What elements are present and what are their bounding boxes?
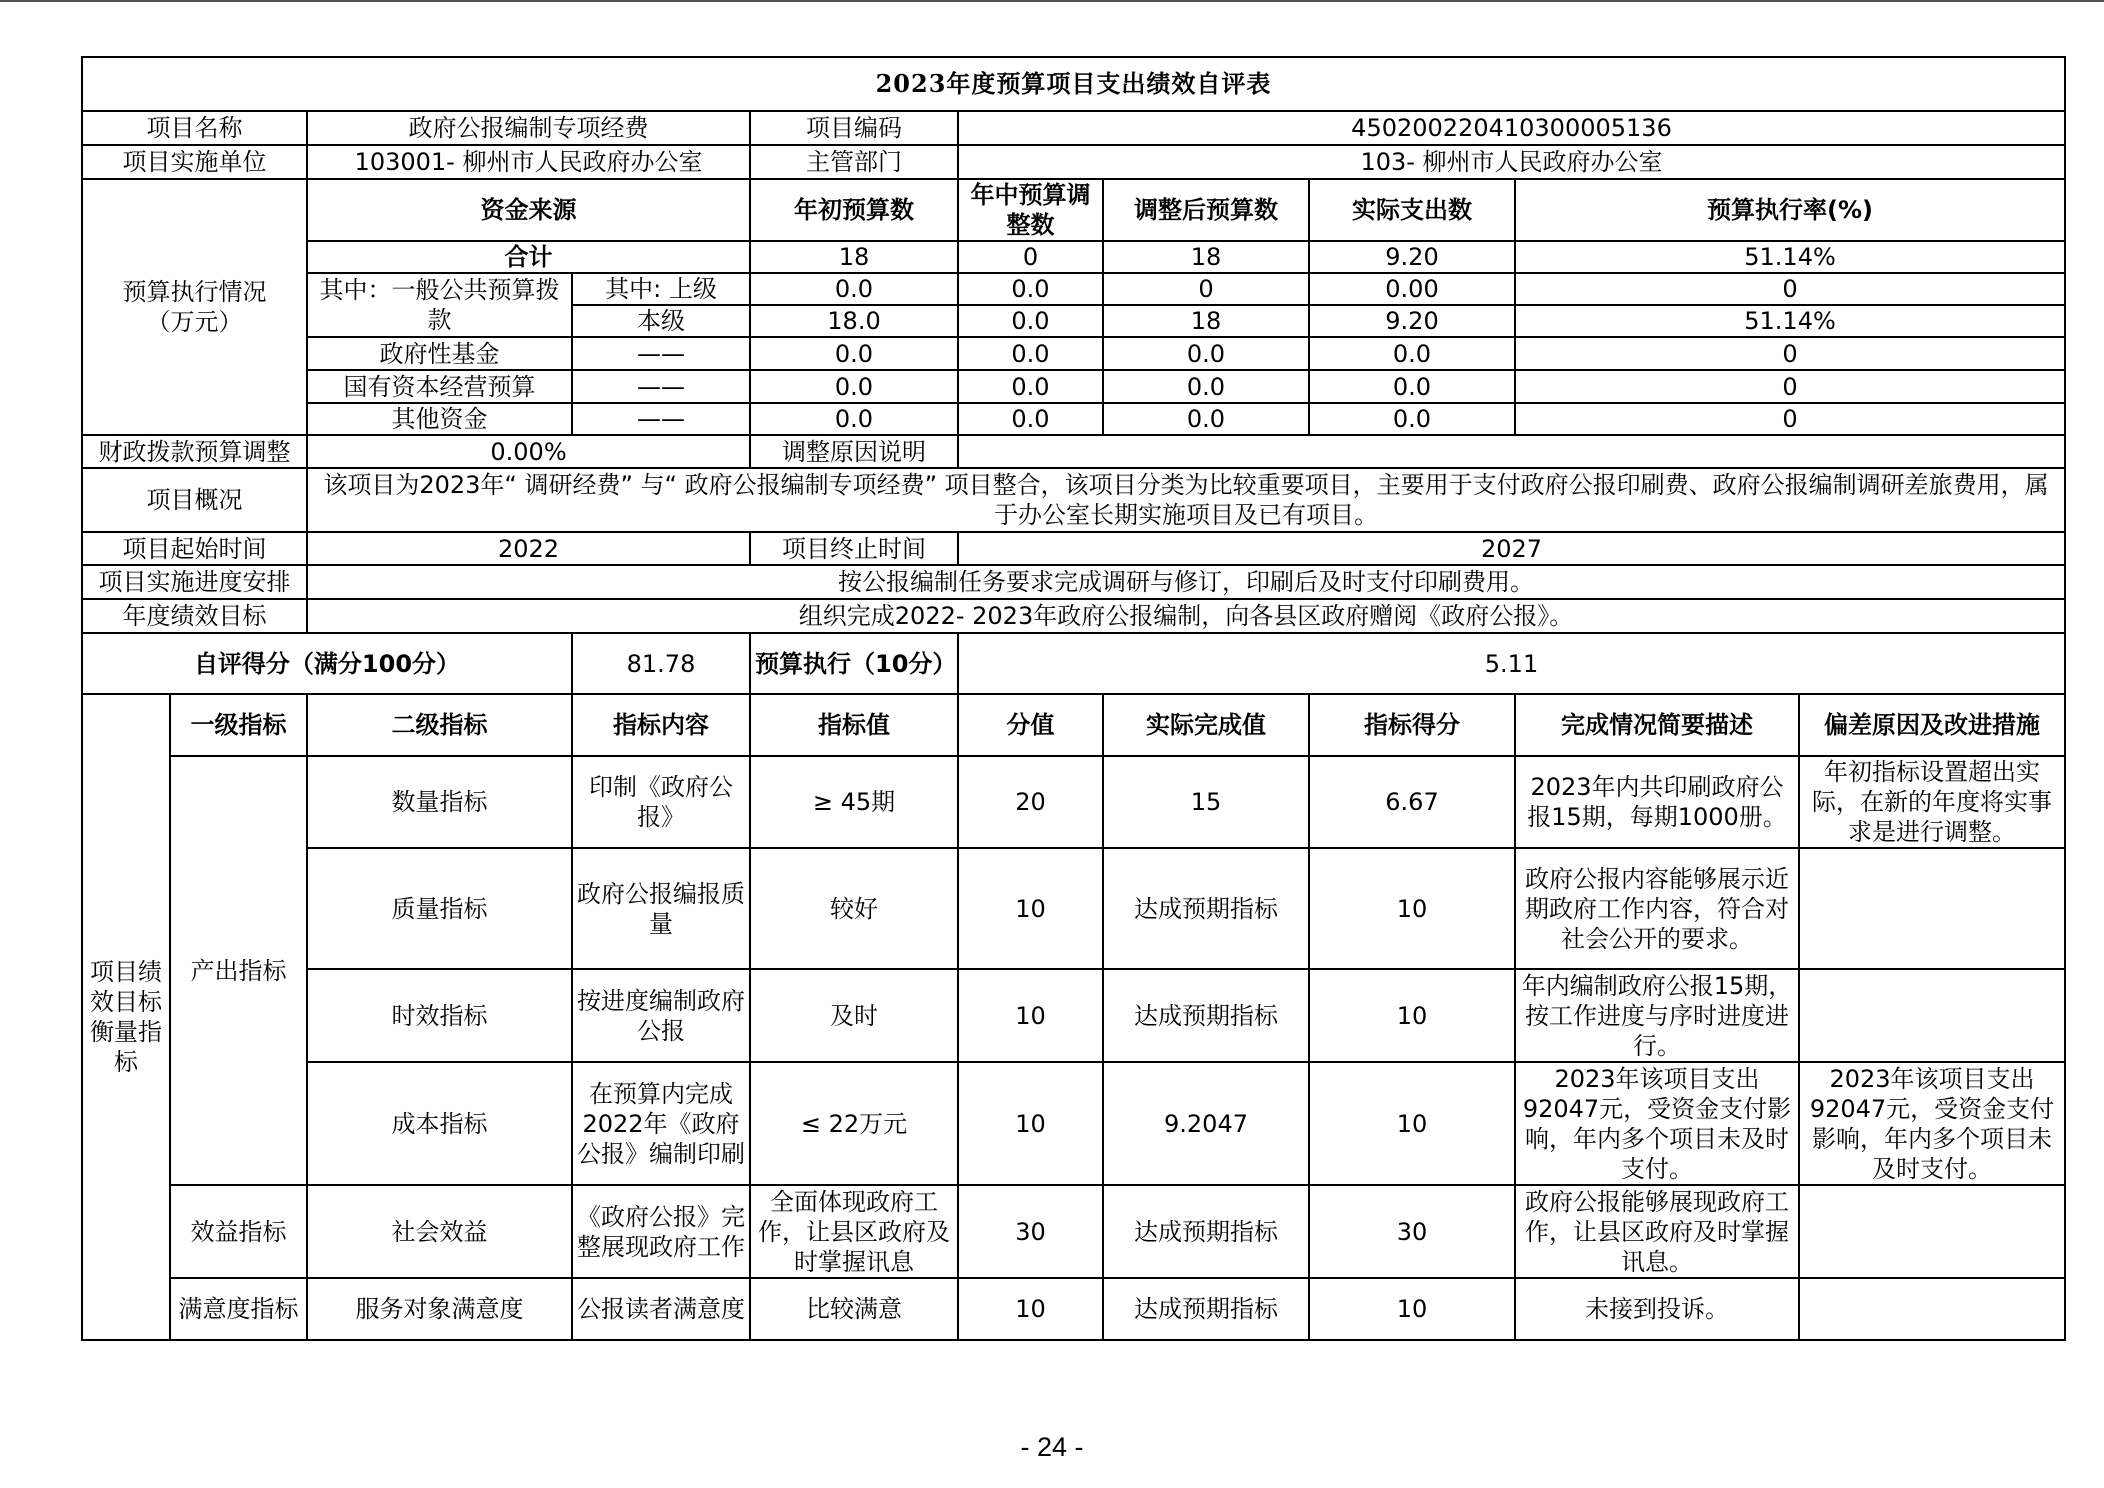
upper-actual: 0.00 (1309, 273, 1515, 305)
state-capital-mid: 0.0 (958, 370, 1103, 403)
dept-value: 103- 柳州市人民政府办公室 (958, 145, 2065, 179)
header-description: 完成情况简要描述 (1515, 694, 1799, 756)
progress-label: 项目实施进度安排 (82, 565, 307, 599)
description-cell: 2023年内共印刷政府公报15期，每期1000册。 (1515, 756, 1799, 848)
indicator-row (82, 969, 2065, 1062)
total-adjusted: 18 (1103, 241, 1309, 273)
state-capital-label: 国有资本经营预算 (307, 370, 572, 403)
other-fund-adjusted: 0.0 (1103, 403, 1309, 435)
state-capital-actual: 0.0 (1309, 370, 1515, 403)
adjustment-reason-label: 调整原因说明 (750, 435, 958, 468)
project-name-value: 政府公报编制专项经费 (307, 111, 750, 145)
project-code-label: 项目编码 (750, 111, 958, 145)
adjustment-label: 财政拨款预算调整 (82, 435, 307, 468)
header-adjusted-budget: 调整后预算数 (1103, 179, 1309, 241)
total-actual: 9.20 (1309, 241, 1515, 273)
gov-fund-rate: 0 (1515, 337, 2065, 370)
description-cell: 政府公报能够展现政府工作，让县区政府及时掌握讯息。 (1515, 1185, 1799, 1278)
content-cell: 在预算内完成2022年《政府公报》编制印刷 (572, 1062, 750, 1185)
score-cell: 6.67 (1309, 756, 1515, 848)
header-deviation-reason: 偏差原因及改进措施 (1799, 694, 2065, 756)
local-label: 本级 (572, 305, 750, 337)
annual-goal-text: 组织完成2022- 2023年政府公报编制，向各县区政府赠阅《政府公报》。 (307, 599, 2065, 633)
actual-cell: 达成预期指标 (1103, 1185, 1309, 1278)
upper-initial: 0.0 (750, 273, 958, 305)
general-budget-label: 其中：一般公共预算拨款 (307, 273, 572, 337)
weight-cell: 10 (958, 1062, 1103, 1185)
local-adjusted: 18 (1103, 305, 1309, 337)
reason-cell (1799, 969, 2065, 1062)
gov-fund-label: 政府性基金 (307, 337, 572, 370)
header-score: 指标得分 (1309, 694, 1515, 756)
benefit-indicator-label: 效益指标 (170, 1185, 307, 1278)
header-target: 指标值 (750, 694, 958, 756)
score-cell: 10 (1309, 1062, 1515, 1185)
content-cell: 按进度编制政府公报 (572, 969, 750, 1062)
level2-cell: 成本指标 (307, 1062, 572, 1185)
overview-text: 该项目为2023年“ 调研经费” 与“ 政府公报编制专项经费” 项目整合，该项目分类为比较重要项目，主要用于支付政府公报印刷费、政府公报编制调研差旅费用，属于办公室长期实施项目及已有项目。 (307, 468, 2065, 532)
header-level1: 一级指标 (170, 694, 307, 756)
page-number: - 24 - (1020, 1432, 1084, 1462)
level2-cell: 社会效益 (307, 1185, 572, 1278)
target-cell: 及时 (750, 969, 958, 1062)
reason-cell (1799, 1278, 2065, 1340)
weight-cell: 10 (958, 848, 1103, 969)
header-mid-adjust: 年中预算调整数 (958, 179, 1103, 241)
description-cell: 未接到投诉。 (1515, 1278, 1799, 1340)
end-time-value: 2027 (958, 532, 2065, 565)
content-cell: 印制《政府公报》 (572, 756, 750, 848)
unit-label: 项目实施单位 (82, 145, 307, 179)
actual-cell: 9.2047 (1103, 1062, 1309, 1185)
header-initial-budget: 年初预算数 (750, 179, 958, 241)
budget-exec-value: 5.11 (958, 633, 2065, 694)
indicator-row (82, 1278, 2065, 1340)
header-content: 指标内容 (572, 694, 750, 756)
description-cell: 年内编制政府公报15期，按工作进度与序时进度进行。 (1515, 969, 1799, 1062)
state-capital-initial: 0.0 (750, 370, 958, 403)
total-mid: 0 (958, 241, 1103, 273)
target-cell: ≥ 45期 (750, 756, 958, 848)
other-fund-label: 其他资金 (307, 403, 572, 435)
overview-label: 项目概况 (82, 468, 307, 532)
header-actual-spend: 实际支出数 (1309, 179, 1515, 241)
reason-cell: 年初指标设置超出实际，在新的年度将实事求是进行调整。 (1799, 756, 2065, 848)
score-cell: 10 (1309, 848, 1515, 969)
progress-text: 按公报编制任务要求完成调研与修订，印刷后及时支付印刷费用。 (307, 565, 2065, 599)
local-mid: 0.0 (958, 305, 1103, 337)
local-rate: 51.14% (1515, 305, 2065, 337)
indicator-row (82, 1185, 2065, 1278)
header-actual: 实际完成值 (1103, 694, 1309, 756)
target-cell: 比较满意 (750, 1278, 958, 1340)
other-fund-initial: 0.0 (750, 403, 958, 435)
start-time-value: 2022 (307, 532, 750, 565)
dept-label: 主管部门 (750, 145, 958, 179)
satisfaction-indicator-label: 满意度指标 (170, 1278, 307, 1340)
state-capital-rate: 0 (1515, 370, 2065, 403)
level2-cell: 时效指标 (307, 969, 572, 1062)
upper-mid: 0.0 (958, 273, 1103, 305)
output-indicator-label: 产出指标 (170, 756, 307, 1185)
weight-cell: 20 (958, 756, 1103, 848)
gov-fund-initial: 0.0 (750, 337, 958, 370)
other-fund-mid: 0.0 (958, 403, 1103, 435)
budget-exec-label: 预算执行（10分） (750, 633, 958, 694)
level2-cell: 质量指标 (307, 848, 572, 969)
description-cell: 2023年该项目支出92047元，受资金支付影响，年内多个项目未及时支付。 (1515, 1062, 1799, 1185)
target-cell: 较好 (750, 848, 958, 969)
indicator-row (82, 848, 2065, 969)
score-cell: 30 (1309, 1185, 1515, 1278)
content-cell: 政府公报编报质量 (572, 848, 750, 969)
gov-fund-dash: —— (572, 337, 750, 370)
header-level2: 二级指标 (307, 694, 572, 756)
upper-adjusted: 0 (1103, 273, 1309, 305)
content-cell: 《政府公报》完整展现政府工作 (572, 1185, 750, 1278)
evaluation-table (81, 56, 2066, 1341)
target-cell: ≤ 22万元 (750, 1062, 958, 1185)
indicator-row (82, 1062, 2065, 1185)
header-weight: 分值 (958, 694, 1103, 756)
actual-cell: 达成预期指标 (1103, 969, 1309, 1062)
level2-cell: 服务对象满意度 (307, 1278, 572, 1340)
unit-value: 103001- 柳州市人民政府办公室 (307, 145, 750, 179)
weight-cell: 10 (958, 969, 1103, 1062)
table-title: 2023年度预算项目支出绩效自评表 (82, 57, 2065, 111)
header-exec-rate: 预算执行率(%) (1515, 179, 2065, 241)
target-cell: 全面体现政府工作，让县区政府及时掌握讯息 (750, 1185, 958, 1278)
other-fund-rate: 0 (1515, 403, 2065, 435)
self-score-value: 81.78 (572, 633, 750, 694)
gov-fund-mid: 0.0 (958, 337, 1103, 370)
budget-section-text: 预算执行情况 （万元） (122, 278, 267, 336)
level2-cell: 数量指标 (307, 756, 572, 848)
total-initial: 18 (750, 241, 958, 273)
state-capital-adjusted: 0.0 (1103, 370, 1309, 403)
actual-cell: 15 (1103, 756, 1309, 848)
end-time-label: 项目终止时间 (750, 532, 958, 565)
reason-cell: 2023年该项目支出92047元，受资金支付影响，年内多个项目未及时支付。 (1799, 1062, 2065, 1185)
project-name-label: 项目名称 (82, 111, 307, 145)
weight-cell: 10 (958, 1278, 1103, 1340)
page-top-border (0, 0, 2104, 2)
other-fund-actual: 0.0 (1309, 403, 1515, 435)
actual-cell: 达成预期指标 (1103, 1278, 1309, 1340)
description-cell: 政府公报内容能够展示近期政府工作内容，符合对社会公开的要求。 (1515, 848, 1799, 969)
score-cell: 10 (1309, 969, 1515, 1062)
gov-fund-adjusted: 0.0 (1103, 337, 1309, 370)
content-cell: 公报读者满意度 (572, 1278, 750, 1340)
start-time-label: 项目起始时间 (82, 532, 307, 565)
adjustment-value: 0.00% (307, 435, 750, 468)
total-label: 合计 (307, 241, 750, 273)
reason-cell (1799, 848, 2065, 969)
local-initial: 18.0 (750, 305, 958, 337)
score-cell: 10 (1309, 1278, 1515, 1340)
header-fund-source: 资金来源 (307, 179, 750, 241)
reason-cell (1799, 1185, 2065, 1278)
local-actual: 9.20 (1309, 305, 1515, 337)
total-rate: 51.14% (1515, 241, 2065, 273)
adjustment-reason-value (958, 435, 2065, 468)
upper-label: 其中: 上级 (572, 273, 750, 305)
weight-cell: 30 (958, 1185, 1103, 1278)
upper-rate: 0 (1515, 273, 2065, 305)
gov-fund-actual: 0.0 (1309, 337, 1515, 370)
annual-goal-label: 年度绩效目标 (82, 599, 307, 633)
actual-cell: 达成预期指标 (1103, 848, 1309, 969)
budget-section-label (82, 179, 307, 435)
self-evaluation-sheet (81, 56, 2064, 1341)
indicator-section-label: 项目绩效目标衡量指标 (82, 694, 170, 1340)
state-capital-dash: —— (572, 370, 750, 403)
project-code-value: 450200220410300005136 (958, 111, 2065, 145)
indicator-row (82, 756, 2065, 848)
other-fund-dash: —— (572, 403, 750, 435)
self-score-label: 自评得分（满分100分） (82, 633, 572, 694)
